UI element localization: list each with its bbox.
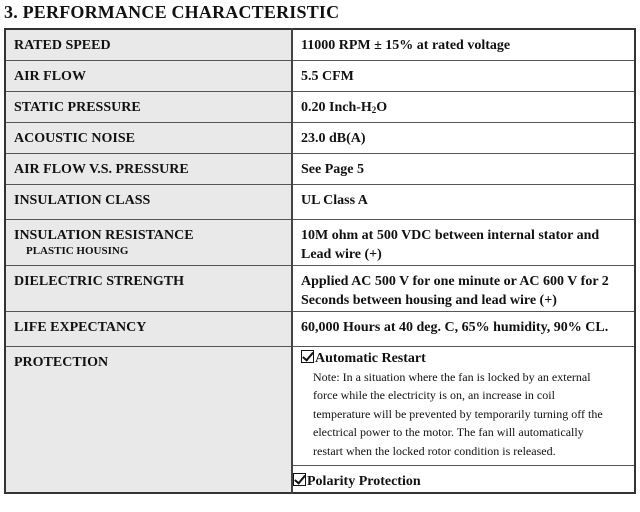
note-line: temperature will be prevented by temporarily turning off the <box>313 406 603 421</box>
insulation-resistance-sublabel: PLASTIC HOUSING <box>26 244 129 257</box>
row-value-rated-speed: 11000 RPM ± 15% at rated voltage <box>292 29 635 60</box>
row-value-insulation-resistance <box>292 219 635 265</box>
row-label-insulation-resistance <box>5 219 292 265</box>
row-value-air-flow: 5.5 CFM <box>292 60 635 91</box>
row-label-protection: PROTECTION <box>5 346 292 493</box>
dielectric-strength-line-2: Seconds between housing and lead wire (+) <box>301 292 557 308</box>
static-pressure-subscript: 2 <box>371 104 377 115</box>
checked-box-icon <box>301 350 314 363</box>
table-row <box>5 29 635 60</box>
table-row <box>5 153 635 184</box>
section-title: 3. PERFORMANCE CHARACTERISTIC <box>4 2 340 22</box>
static-pressure-suffix: O <box>376 99 388 115</box>
polarity-protection-title: Polarity Protection <box>307 474 421 489</box>
note-line: restart when the locked rotor condition is released. <box>313 443 556 458</box>
automatic-restart-note <box>301 368 628 461</box>
polarity-protection-item <box>293 465 634 490</box>
automatic-restart-item <box>301 350 628 367</box>
row-label-rated-speed: RATED SPEED <box>5 29 292 60</box>
static-pressure-prefix: 0.20 Inch-H <box>301 99 372 115</box>
checked-box-icon <box>293 473 306 486</box>
row-value-static-pressure <box>292 91 635 122</box>
row-value-air-flow-vs-pressure: See Page 5 <box>292 153 635 184</box>
performance-table <box>4 28 636 494</box>
note-line: Note: In a situation where the fan is locked by an external <box>313 369 591 384</box>
row-label-static-pressure: STATIC PRESSURE <box>5 91 292 122</box>
insulation-resistance-line-2: Lead wire (+) <box>301 246 382 262</box>
table-row <box>5 184 635 219</box>
insulation-resistance-line-1: 10M ohm at 500 VDC between internal stator and <box>301 227 600 243</box>
row-label-insulation-class: INSULATION CLASS <box>5 184 292 219</box>
table-row <box>5 91 635 122</box>
table-row <box>5 122 635 153</box>
table-row <box>5 60 635 91</box>
row-value-insulation-class: UL Class A <box>292 184 635 219</box>
table-row <box>5 265 635 311</box>
table-row <box>5 219 635 265</box>
row-label-air-flow: AIR FLOW <box>5 60 292 91</box>
insulation-resistance-label: INSULATION RESISTANCE <box>14 227 194 243</box>
dielectric-strength-line-1: Applied AC 500 V for one minute or AC 600 V for 2 <box>301 273 609 289</box>
table-row <box>5 346 635 493</box>
row-label-life-expectancy: LIFE EXPECTANCY <box>5 311 292 346</box>
row-value-dielectric-strength <box>292 265 635 311</box>
row-value-acoustic-noise: 23.0 dB(A) <box>292 122 635 153</box>
row-label-acoustic-noise: ACOUSTIC NOISE <box>5 122 292 153</box>
note-line: force while the electricity is on, an increase in coil <box>313 388 555 402</box>
row-value-protection <box>292 346 635 493</box>
note-line: electrical power to the motor. The fan will automatically <box>313 425 584 439</box>
row-label-air-flow-vs-pressure: AIR FLOW V.S. PRESSURE <box>5 153 292 184</box>
automatic-restart-title: Automatic Restart <box>315 350 426 366</box>
table-row <box>5 311 635 346</box>
row-label-dielectric-strength: DIELECTRIC STRENGTH <box>5 265 292 311</box>
row-value-life-expectancy: 60,000 Hours at 40 deg. C, 65% humidity, 90% CL. <box>292 311 635 346</box>
